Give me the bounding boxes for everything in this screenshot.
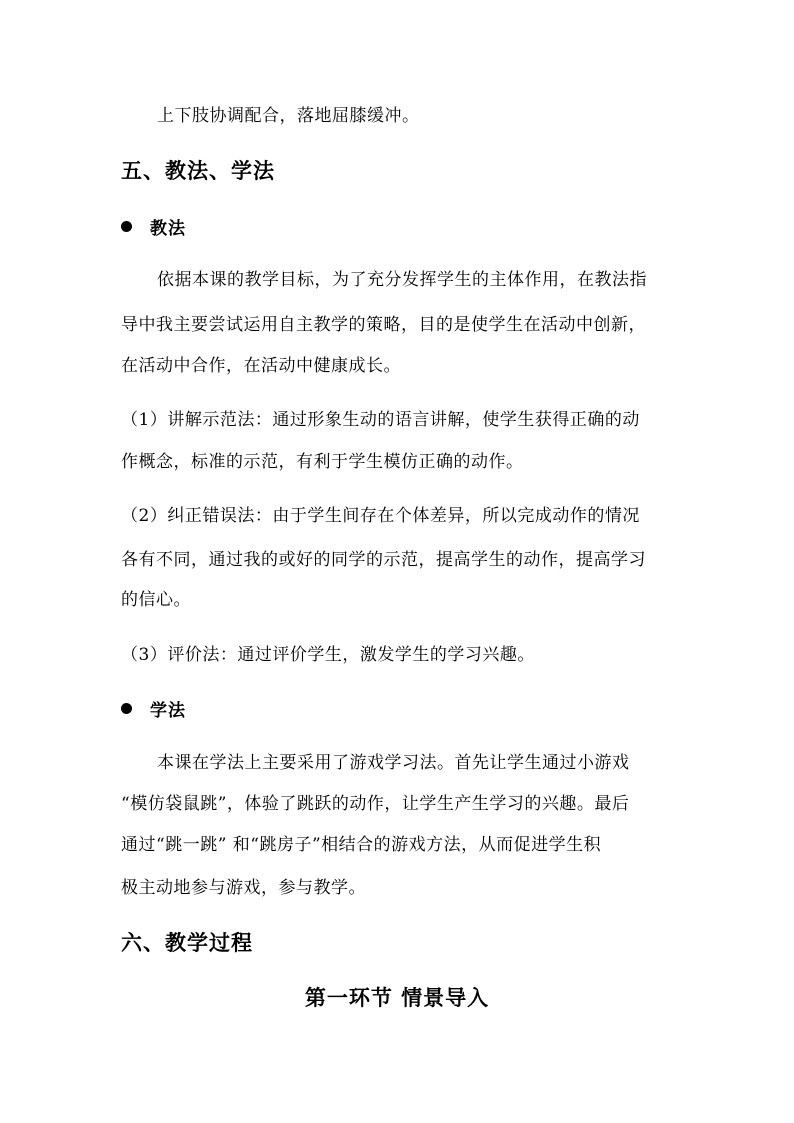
teaching-item-3-line: （3）评价法：通过评价学生，激发学生的学习兴趣。	[121, 645, 535, 665]
learning-paragraph-line: 本课在学法上主要采用了游戏学习法。首先让学生通过小游戏	[157, 753, 630, 773]
section-5-heading: 五、教法、学法	[121, 158, 275, 183]
teaching-item-2-line: （2）纠正错误法：由于学生间存在个体差异，所以完成动作的情况	[121, 506, 640, 526]
bullet-dot-icon	[121, 221, 132, 232]
section-6-heading: 六、教学过程	[121, 930, 253, 955]
learning-paragraph-line: 极主动地参与游戏，参与教学。	[121, 878, 366, 898]
learning-method-bullet	[121, 697, 186, 719]
stage-1-heading: 第一环节 情景导入	[304, 985, 490, 1010]
teaching-paragraph-line: 在活动中合作，在活动中健康成长。	[121, 356, 401, 376]
teaching-item-2-line: 各有不同，通过我的或好的同学的示范，提高学生的动作，提高学习	[121, 550, 646, 570]
learning-paragraph-line: 通过“跳一跳” 和“跳房子”相结合的游戏方法，从而促进学生积	[121, 835, 602, 855]
teaching-method-bullet	[121, 215, 186, 237]
bullet-dot-icon	[121, 703, 132, 714]
teaching-paragraph-line: 导中我主要尝试运用自主教学的策略，目的是使学生在活动中创新，	[121, 315, 646, 335]
teaching-method-label: 教法	[150, 218, 186, 239]
teaching-item-1-line: 作概念，标准的示范，有利于学生模仿正确的动作。	[121, 452, 524, 472]
teaching-item-2-line: 的信心。	[121, 590, 191, 610]
intro-line: 上下肢协调配合，落地屈膝缓冲。	[157, 106, 420, 126]
learning-paragraph-line: “模仿袋鼠跳”，体验了跳跃的动作，让学生产生学习的兴趣。最后	[121, 794, 630, 814]
teaching-item-1-line: （1）讲解示范法：通过形象生动的语言讲解，使学生获得正确的动	[121, 410, 640, 430]
teaching-paragraph-line: 依据本课的教学目标，为了充分发挥学生的主体作用，在教法指	[157, 270, 647, 290]
learning-method-label: 学法	[150, 700, 186, 721]
